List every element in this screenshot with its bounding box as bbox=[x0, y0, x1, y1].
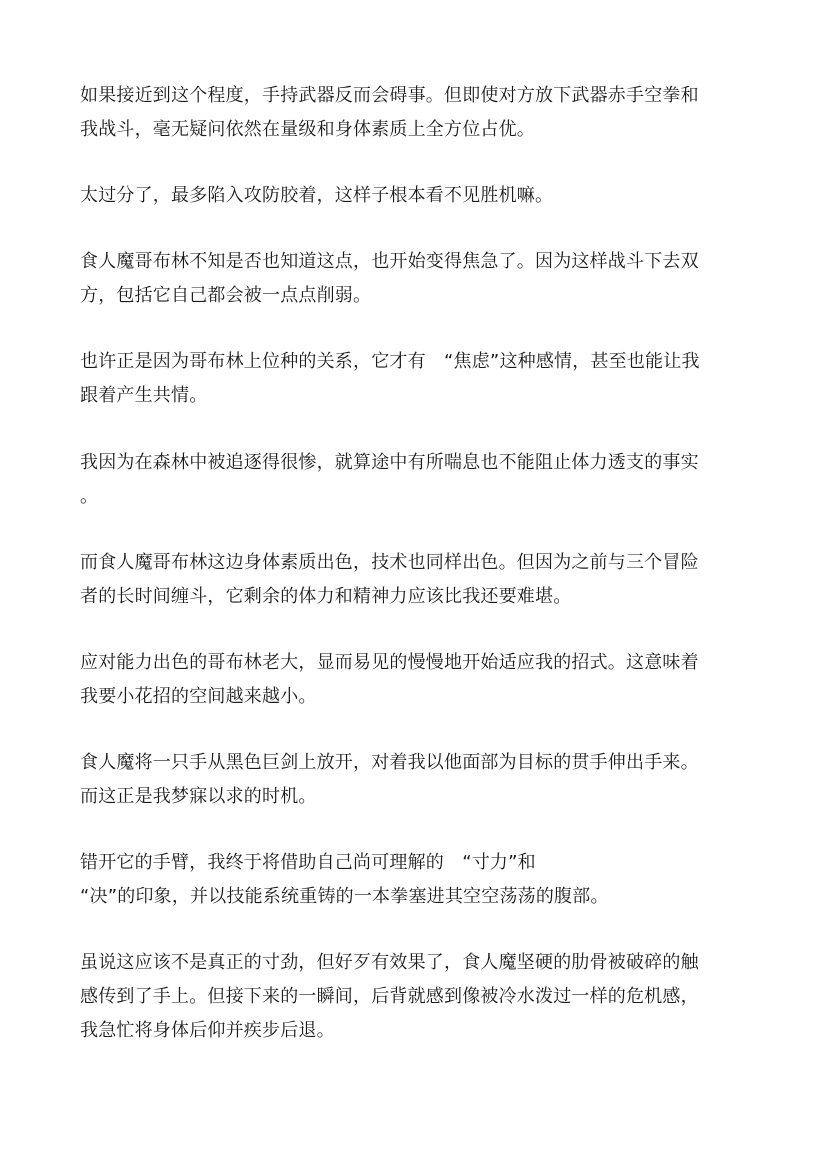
paragraph bbox=[80, 746, 745, 814]
text-line: 太过分了，最多陷入攻防胶着，这样子根本看不见胜机嘛。 bbox=[80, 185, 554, 206]
paragraph bbox=[80, 446, 745, 514]
paragraph bbox=[80, 79, 745, 147]
text-line: 也许正是因为哥布林上位种的关系，它才有 “焦虑”这种感情，甚至也能让我 bbox=[80, 351, 700, 372]
text-line: 感传到了手上。但接下来的一瞬间，后背就感到像被冷水泼过一样的危机感， bbox=[80, 986, 699, 1007]
text-line: 。 bbox=[80, 486, 99, 507]
document-page bbox=[80, 0, 745, 1169]
text-line: 错开它的手臂，我终于将借助自己尚可理解的 “寸力”和 bbox=[80, 852, 536, 873]
text-line: 而这正是我梦寐以求的时机。 bbox=[80, 786, 317, 807]
text-line: “决”的印象，并以技能系统重铸的一本拳塞进其空空荡荡的腹部。 bbox=[80, 886, 609, 907]
text-line: 虽说这应该不是真正的寸劲，但好歹有效果了，食人魔坚硬的肋骨被破碎的触 bbox=[80, 952, 699, 973]
text-line: 食人魔将一只手从黑色巨剑上放开，对着我以他面部为目标的贯手伸出手来。 bbox=[80, 752, 699, 773]
paragraph bbox=[80, 345, 745, 413]
text-line: 我急忙将身体后仰并疾步后退。 bbox=[80, 1020, 335, 1041]
text-line: 我因为在森林中被追逐得很惨，就算途中有所喘息也不能阻止体力透支的事实 bbox=[80, 452, 699, 473]
paragraph bbox=[80, 546, 745, 614]
text-line: 食人魔哥布林不知是否也知道这点，也开始变得焦急了。因为这样战斗下去双 bbox=[80, 251, 699, 272]
text-line: 者的长时间缠斗，它剩余的体力和精神力应该比我还要难堪。 bbox=[80, 586, 572, 607]
paragraph bbox=[80, 179, 745, 213]
paragraph bbox=[80, 846, 745, 914]
text-line: 跟着产生共情。 bbox=[80, 385, 208, 406]
paragraph bbox=[80, 245, 745, 313]
text-line: 应对能力出色的哥布林老大，显而易见的慢慢地开始适应我的招式。这意味着 bbox=[80, 652, 699, 673]
text-line: 我战斗，毫无疑问依然在量级和身体素质上全方位占优。 bbox=[80, 119, 535, 140]
text-line: 方，包括它自己都会被一点点削弱。 bbox=[80, 285, 372, 306]
text-line: 我要小花招的空间越来越小。 bbox=[80, 686, 317, 707]
text-line: 而食人魔哥布林这边身体素质出色，技术也同样出色。但因为之前与三个冒险 bbox=[80, 552, 699, 573]
paragraph bbox=[80, 946, 745, 1048]
text-line: 如果接近到这个程度，手持武器反而会碍事。但即使对方放下武器赤手空拳和 bbox=[80, 85, 699, 106]
paragraph bbox=[80, 646, 745, 714]
